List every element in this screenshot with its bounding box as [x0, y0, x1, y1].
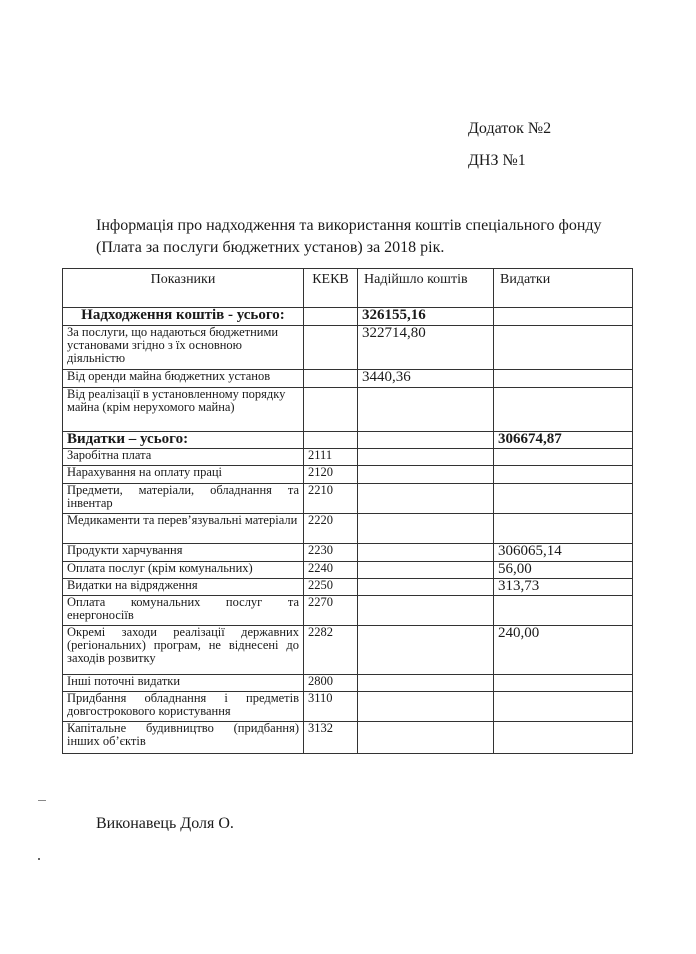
- row-expenses: [494, 370, 633, 388]
- row-kekv: [304, 370, 358, 388]
- document-title: [96, 215, 616, 259]
- addendum-label: Додаток №2: [468, 120, 552, 137]
- row-expenses: 313,73: [494, 579, 633, 596]
- column-header-indicators: Показники: [63, 269, 304, 308]
- row-name: Придбання обладнання і предметів довгострокового користування: [63, 692, 304, 722]
- row-name: Капітальне будивництво (придбання) інших об’єктів: [63, 722, 304, 754]
- row-expenses: 56,00: [494, 562, 633, 579]
- row-received: 3440,36: [358, 370, 494, 388]
- executor-signature-line: Виконавець Доля О.: [96, 815, 234, 832]
- row-kekv: [304, 326, 358, 370]
- row-name: Предмети, матеріали, обладнання та інвентар: [63, 484, 304, 514]
- table-row: [63, 626, 633, 675]
- table-header-row: [63, 269, 633, 308]
- row-received: [358, 692, 494, 722]
- title-line-1: Інформація про надходження та використання коштів спеціального фонду: [96, 217, 602, 234]
- table-row: [63, 722, 633, 754]
- row-kekv: 2270: [304, 596, 358, 626]
- row-received: [358, 388, 494, 432]
- column-header-received: Надійшло коштів: [358, 269, 494, 308]
- funds-table: [62, 268, 633, 754]
- row-received: [358, 626, 494, 675]
- row-received: [358, 449, 494, 466]
- row-received: [358, 432, 494, 449]
- school-label: ДНЗ №1: [468, 152, 526, 169]
- table-row: [63, 692, 633, 722]
- row-kekv: 3132: [304, 722, 358, 754]
- row-kekv: 2240: [304, 562, 358, 579]
- row-expenses: [494, 466, 633, 484]
- table-row: [63, 308, 633, 326]
- row-received: [358, 675, 494, 692]
- scan-mark: [38, 800, 46, 801]
- row-kekv: 2230: [304, 544, 358, 562]
- row-received: [358, 579, 494, 596]
- row-expenses: 306065,14: [494, 544, 633, 562]
- row-name: Оплата послуг (крім комунальних): [63, 562, 304, 579]
- row-received: [358, 514, 494, 544]
- row-name: Продукти харчування: [63, 544, 304, 562]
- row-kekv: [304, 432, 358, 449]
- table-row: [63, 484, 633, 514]
- table-row: [63, 544, 633, 562]
- row-kekv: 2111: [304, 449, 358, 466]
- row-expenses: [494, 514, 633, 544]
- row-kekv: 2250: [304, 579, 358, 596]
- row-expenses: [494, 596, 633, 626]
- row-expenses: [494, 308, 633, 326]
- row-name: За послуги, що надаються бюджетними установами згідно з їх основною діяльністю: [63, 326, 304, 370]
- table-row: [63, 432, 633, 449]
- row-received: [358, 544, 494, 562]
- table-row: [63, 388, 633, 432]
- table-row: [63, 596, 633, 626]
- row-kekv: [304, 308, 358, 326]
- table-row: [63, 675, 633, 692]
- row-received: 322714,80: [358, 326, 494, 370]
- table-row: [63, 514, 633, 544]
- row-received: [358, 596, 494, 626]
- row-name: Медикаменти та перев’язувальні матеріали: [63, 514, 304, 544]
- row-expenses: [494, 388, 633, 432]
- table-row: [63, 562, 633, 579]
- row-expenses: [494, 484, 633, 514]
- table-row: [63, 370, 633, 388]
- row-expenses: 240,00: [494, 626, 633, 675]
- row-kekv: [304, 388, 358, 432]
- row-received: [358, 562, 494, 579]
- row-expenses: [494, 675, 633, 692]
- row-expenses: [494, 449, 633, 466]
- column-header-expenses: Видатки: [494, 269, 633, 308]
- row-kekv: 2220: [304, 514, 358, 544]
- row-received: 326155,16: [358, 308, 494, 326]
- row-kekv: 2210: [304, 484, 358, 514]
- row-name: Видатки на відрядження: [63, 579, 304, 596]
- row-expenses: [494, 692, 633, 722]
- row-expenses: [494, 326, 633, 370]
- row-received: [358, 466, 494, 484]
- row-received: [358, 722, 494, 754]
- row-name: Нарахування на оплату праці: [63, 466, 304, 484]
- table-row: [63, 449, 633, 466]
- scan-dot: [38, 858, 40, 860]
- table-row: [63, 326, 633, 370]
- row-name: Надходження коштів - усього:: [63, 308, 304, 326]
- row-expenses: [494, 722, 633, 754]
- table-row: [63, 466, 633, 484]
- row-name: Заробітна плата: [63, 449, 304, 466]
- row-kekv: 2800: [304, 675, 358, 692]
- row-name: Від оренди майна бюджетних установ: [63, 370, 304, 388]
- row-name: Оплата комунальних послуг та енергоносіїв: [63, 596, 304, 626]
- row-name: Інші поточні видатки: [63, 675, 304, 692]
- row-received: [358, 484, 494, 514]
- column-header-kekv: КЕКВ: [304, 269, 358, 308]
- row-kekv: 2120: [304, 466, 358, 484]
- row-name: Від реалізації в установленному порядку майна (крім нерухомого майна): [63, 388, 304, 432]
- row-kekv: 2282: [304, 626, 358, 675]
- row-name: Окремі заходи реалізації державних (регіональних) програм, не віднесені до заходів розвитку: [63, 626, 304, 675]
- table-row: [63, 579, 633, 596]
- row-name: Видатки – усього:: [63, 432, 304, 449]
- title-line-2: (Плата за послуги бюджетних установ) за 2018 рік.: [96, 239, 445, 256]
- row-kekv: 3110: [304, 692, 358, 722]
- row-expenses: 306674,87: [494, 432, 633, 449]
